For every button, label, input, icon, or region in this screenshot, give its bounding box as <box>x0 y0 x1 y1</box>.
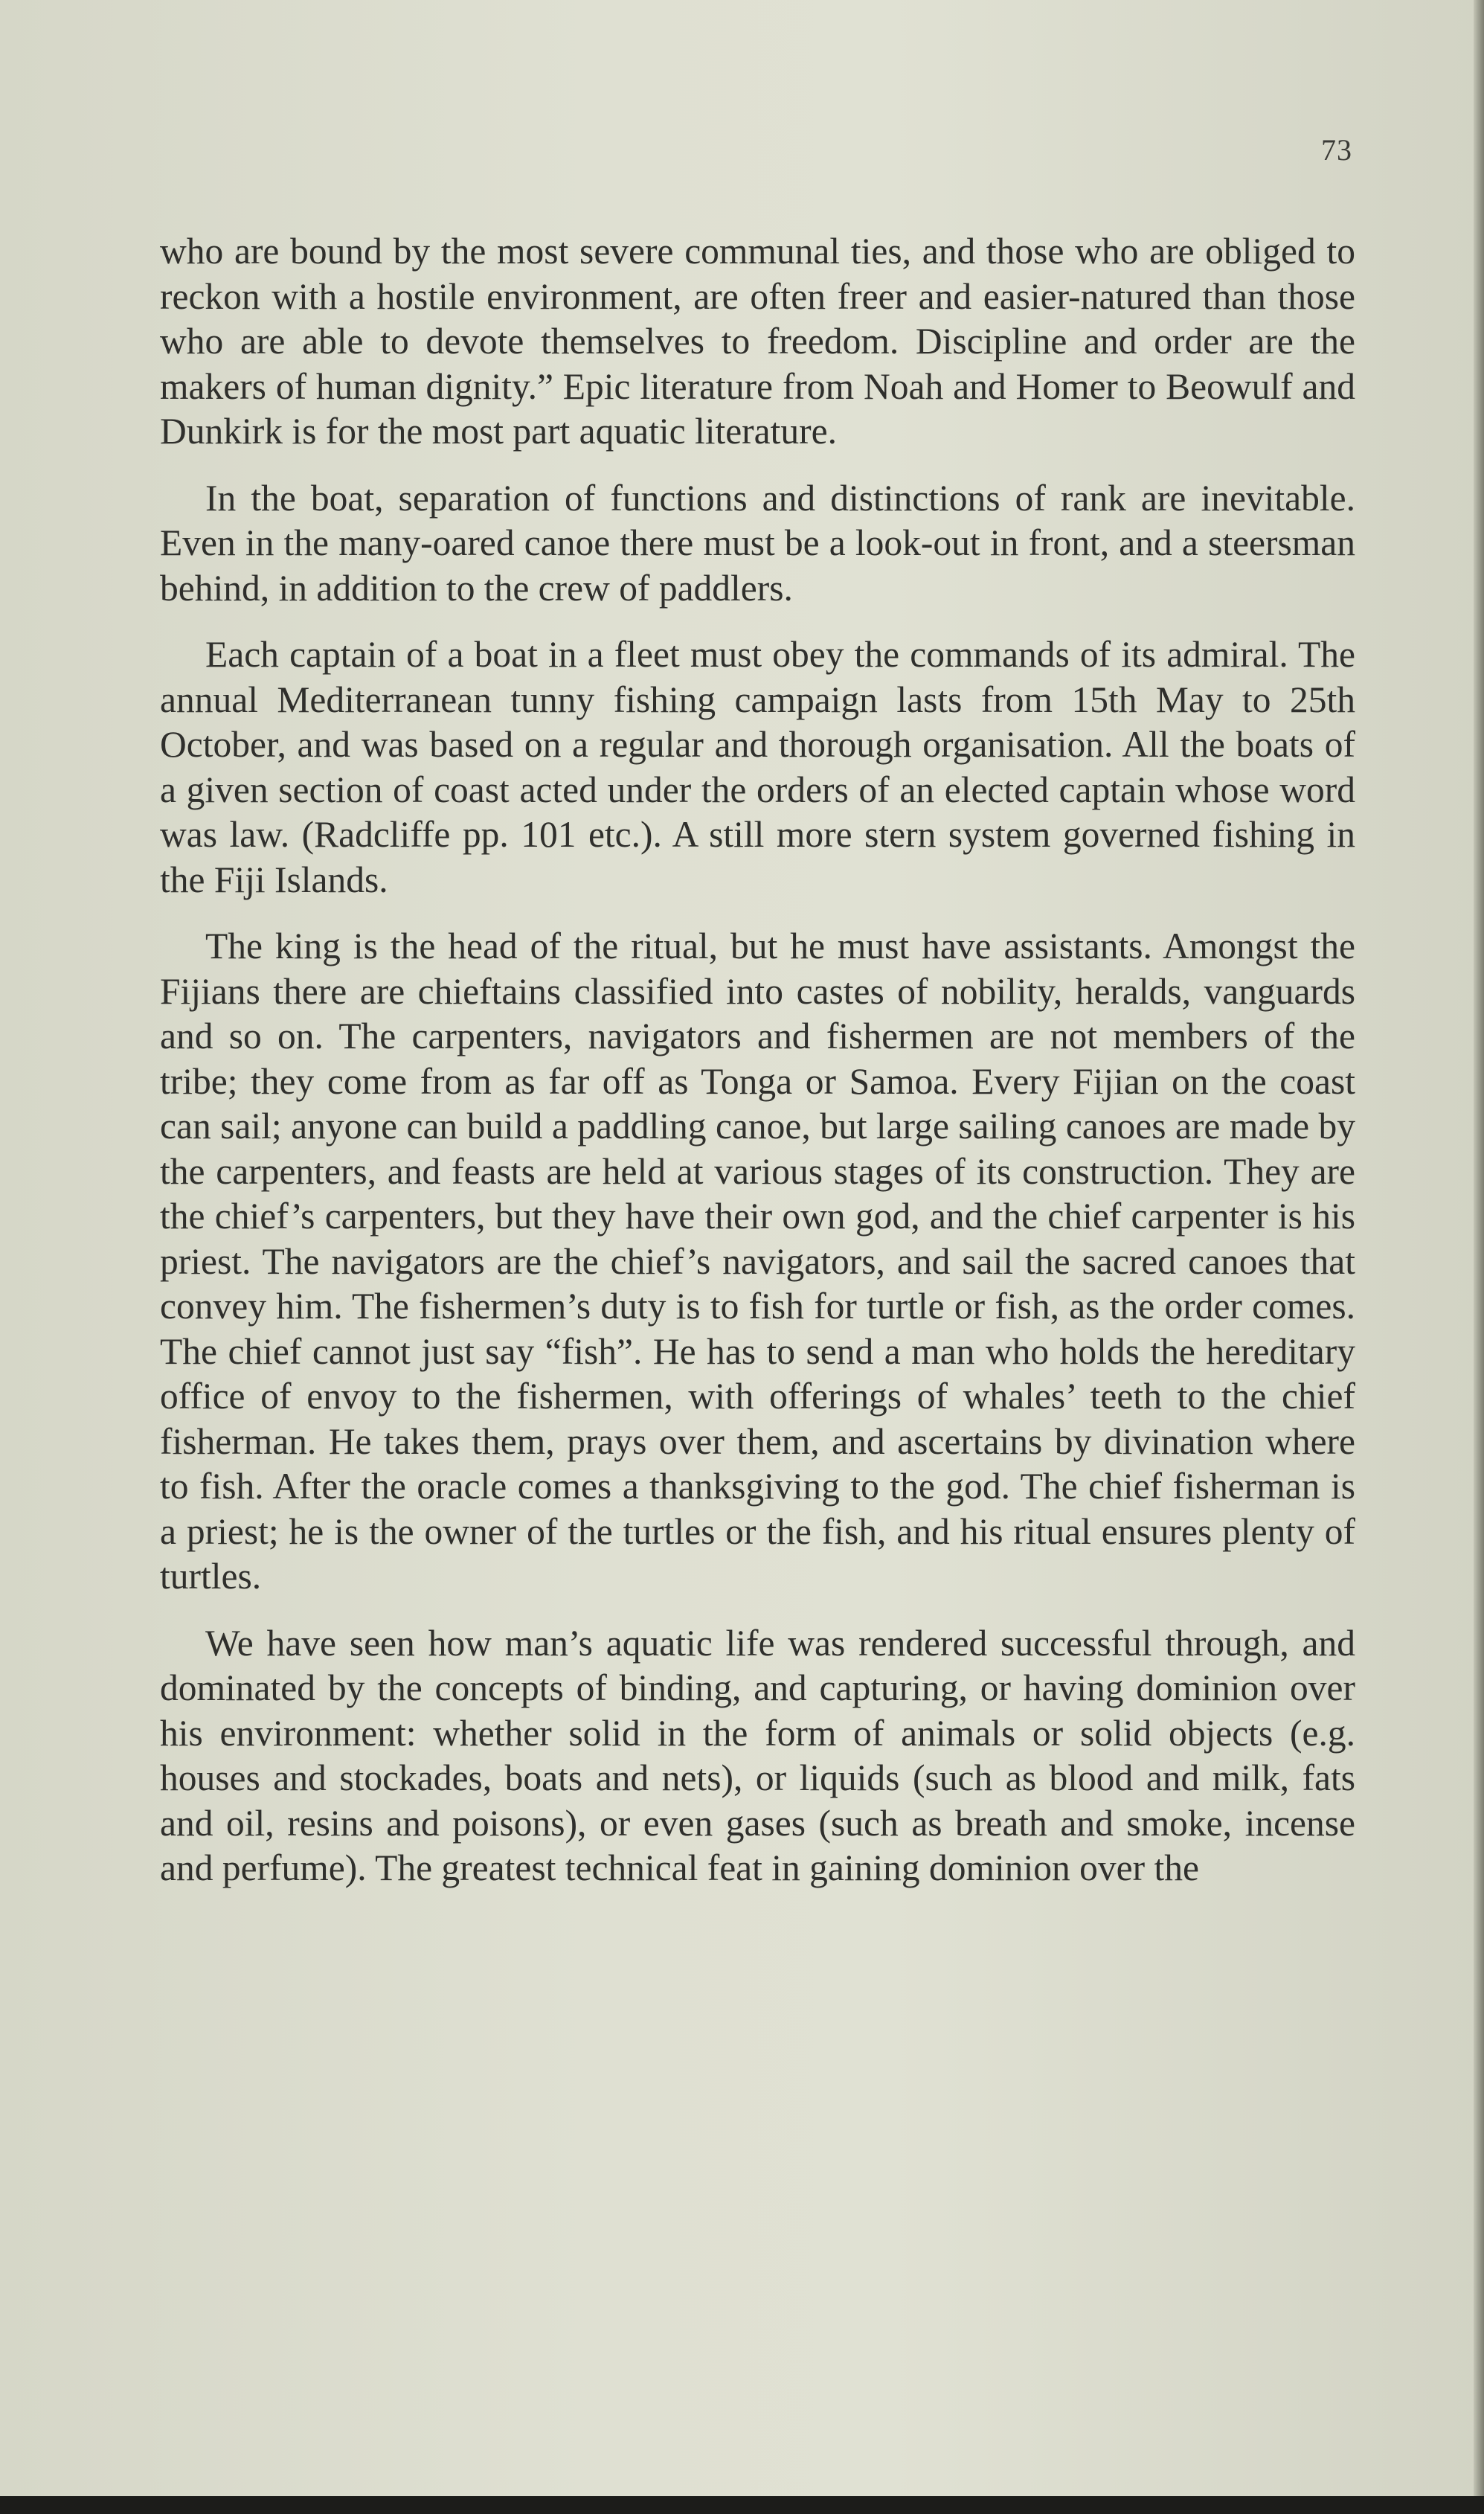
scan-bottom-border <box>0 2496 1484 2514</box>
paragraph-4: The king is the head of the ritual, but he must have assistants. Amongst the Fijians there are chieftains classified into castes of nobility, heralds, vanguards and so on. The carpenters, navigators and fishermen are not members of the tribe; they come from as far off as Tonga or Samoa. Every Fijian on the coast can sail; anyone can build a paddling canoe, but large sailing canoes are made by the carpenters, and feasts are held at various stages of its construction. They are the chief’s carpenters, but they have their own god, and the chief carpenter is his priest. The navigators are the chief’s navigators, and sail the sacred canoes that convey him. The fishermen’s duty is to fish for turtle or fish, as the order comes. The chief cannot just say “fish”. He has to send a man who holds the hereditary office of envoy to the fishermen, with offerings of whales’ teeth to the chief fisherman. He takes them, prays over them, and ascertains by divination where to fish. After the oracle comes a thanksgiving to the god. The chief fisherman is a priest; he is the owner of the turtles or the fish, and his ritual ensures plenty of turtles. <box>160 926 1355 1597</box>
paragraph-5: We have seen how man’s aquatic life was rendered successful through, and dominated by the concepts of binding, and capturing, or having dominion over his environment: whether solid in the form of animals or solid objects (e.g. houses and stockades, boats and nets), or liquids (such as blood and milk, fats and oil, resins and poisons), or even gases (such as breath and smoke, incense and perfume). The greatest technical feat in gaining dominion over the <box>160 1622 1355 1888</box>
paragraph-2: In the boat, separation of functions and distinctions of rank are inevitable. Even in the many-oared canoe there must be a look-out in front, and a steersman behind, in addition to the crew of paddlers. <box>160 477 1355 609</box>
page-edge-shadow <box>1474 0 1484 2514</box>
paragraph-3: Each captain of a boat in a fleet must obey the commands of its admiral. The annual Mediterranean tunny fishing campaign lasts from 15th May to 25th October, and was based on a regular and thorough organisation. All the boats of a given section of coast acted under the orders of an elected captain whose word was law. (Radcliffe pp. 101 etc.). A still more stern system governed fishing in the Fiji Islands. <box>160 634 1355 900</box>
page-number: 73 <box>1321 133 1352 167</box>
paragraph-1: who are bound by the most severe communal ties, and those who are obliged to reckon with a hostile environment, are often freer and easier-natured than those who are able to devote themselves to freedom. Discipline and order are the makers of human dignity.” Epic literature from Noah and Homer to Beowulf and Dunkirk is for the most part aquatic literature. <box>160 231 1355 452</box>
body-text <box>160 229 1355 1913</box>
